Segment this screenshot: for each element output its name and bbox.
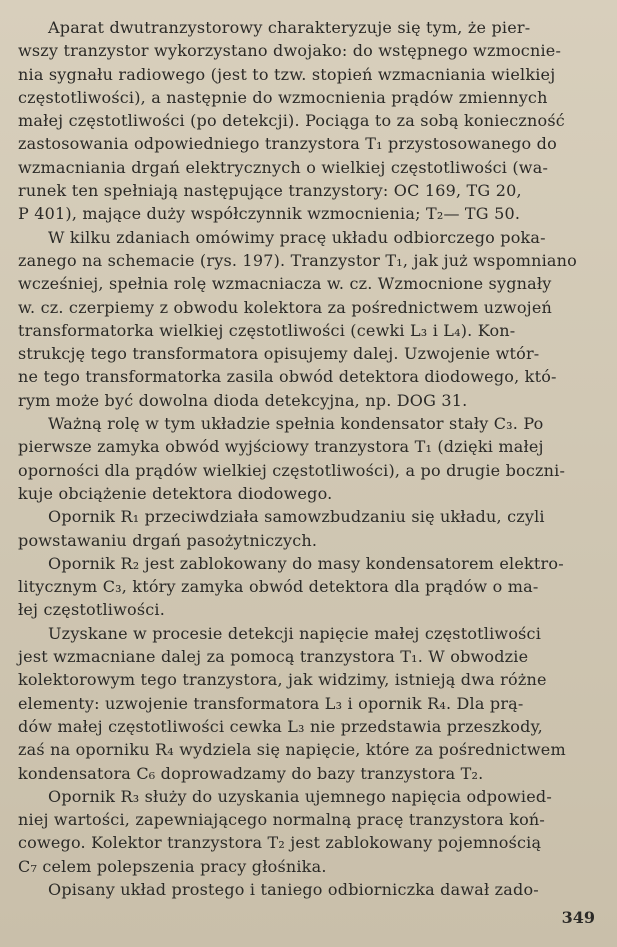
text-line: powstawaniu drgań pasożytniczych. <box>18 530 318 550</box>
text-line: małej częstotliwości (po detekcji). Pociąga to za sobą konieczność <box>18 111 565 131</box>
text-line: rym może być dowolna dioda detekcyjna, np. DOG 31. <box>18 390 468 410</box>
text-line: kolektorowym tego tranzystora, jak widzimy, istnieją dwa różne <box>18 670 547 690</box>
text-line: dów małej częstotliwości cewka L₃ nie przedstawia przeszkody, <box>18 716 543 736</box>
text-line: transformatorka wielkiej częstotliwości (cewki L₃ i L₄). Kon- <box>18 320 516 340</box>
text-line: wzmacniania drgań elektrycznych o wielkiej częstotliwości (wa- <box>18 157 549 177</box>
text-line: częstotliwości), a następnie do wzmocnienia prądów zmiennych <box>18 87 548 107</box>
text-line: P 401), mające duży współczynnik wzmocnienia; T₂— TG 50. <box>18 204 521 224</box>
text-line: Opornik R₃ służy do uzyskania ujemnego napięcia odpowied- <box>48 786 552 806</box>
text-line: wcześniej, spełnia rolę wzmacniacza w. cz. Wzmocnione sygnały <box>18 274 552 294</box>
text-line: pierwsze zamyka obwód wyjściowy tranzystora T₁ (dzięki małej <box>18 437 544 457</box>
text-line: elementy: uzwojenie transformatora L₃ i opornik R₄. Dla prą- <box>18 693 524 713</box>
text-line: w. cz. czerpiemy z obwodu kolektora za pośrednictwem uzwojeń <box>18 297 552 317</box>
text-line: litycznym C₃, który zamyka obwód detektora dla prądów o ma- <box>18 577 539 597</box>
paragraph-5 <box>18 552 596 622</box>
text-line: ne tego transformatorka zasila obwód detektora diodowego, któ- <box>18 367 557 387</box>
text-line: Uzyskane w procesie detekcji napięcie małej częstotliwości <box>48 623 542 643</box>
text-line: zaś na oporniku R₄ wydziela się napięcie, które za pośrednictwem <box>18 740 566 760</box>
text-line: zastosowania odpowiedniego tranzystora T₁ przystosowanego do <box>18 134 557 154</box>
text-line: łej częstotliwości. <box>18 600 166 620</box>
paragraph-4 <box>18 505 596 552</box>
text-line: Ważną rolę w tym układzie spełnia kondensator stały C₃. Po <box>48 414 544 434</box>
text-line: wszy tranzystor wykorzystano dwojako: do wstępnego wzmocnie- <box>18 41 562 61</box>
text-line: Opornik R₁ przeciwdziała samowzbudzaniu się układu, czyli <box>48 507 545 527</box>
text-line: kuje obciążenie detektora diodowego. <box>18 483 333 503</box>
text-line: Aparat dwutranzystorowy charakteryzuje się tym, że pier- <box>48 18 531 37</box>
paragraph-8 <box>18 878 596 901</box>
paragraph-6 <box>18 622 596 785</box>
text-line: nia sygnału radiowego (jest to tzw. stopień wzmacniania wielkiej <box>18 64 556 84</box>
text-line: niej wartości, zapewniającego normalną pracę tranzystora koń- <box>18 810 546 830</box>
text-line: runek ten spełniają następujące tranzystory: OC 169, TG 20, <box>18 181 522 201</box>
text-line: cowego. Kolektor tranzystora T₂ jest zablokowany pojemnością <box>18 833 542 853</box>
text-line: Opornik R₂ jest zablokowany do masy kondensatorem elektro- <box>48 553 564 573</box>
text-line: oporności dla prądów wielkiej częstotliwości), a po drugie boczni- <box>18 460 566 480</box>
text-line: C₇ celem polepszenia pracy głośnika. <box>18 856 327 876</box>
paragraph-1 <box>18 16 596 226</box>
text-line: strukcję tego transformatora opisujemy dalej. Uzwojenie wtór- <box>18 344 540 364</box>
text-line: W kilku zdaniach omówimy pracę układu odbiorczego poka- <box>48 227 546 247</box>
paragraph-3 <box>18 412 596 505</box>
page-number: 349 <box>561 908 595 927</box>
text-line: jest wzmacniane dalej za pomocą tranzystora T₁. W obwodzie <box>18 647 529 667</box>
text-line: zanego na schemacie (rys. 197). Tranzystor T₁, jak już wspomniano <box>18 250 577 270</box>
body-text <box>18 16 596 901</box>
paragraph-7 <box>18 785 596 878</box>
text-line: kondensatora C₆ doprowadzamy do bazy tranzystora T₂. <box>18 763 484 783</box>
paragraph-2 <box>18 226 596 412</box>
text-line: Opisany układ prostego i taniego odbiorniczka dawał zado- <box>48 879 539 899</box>
